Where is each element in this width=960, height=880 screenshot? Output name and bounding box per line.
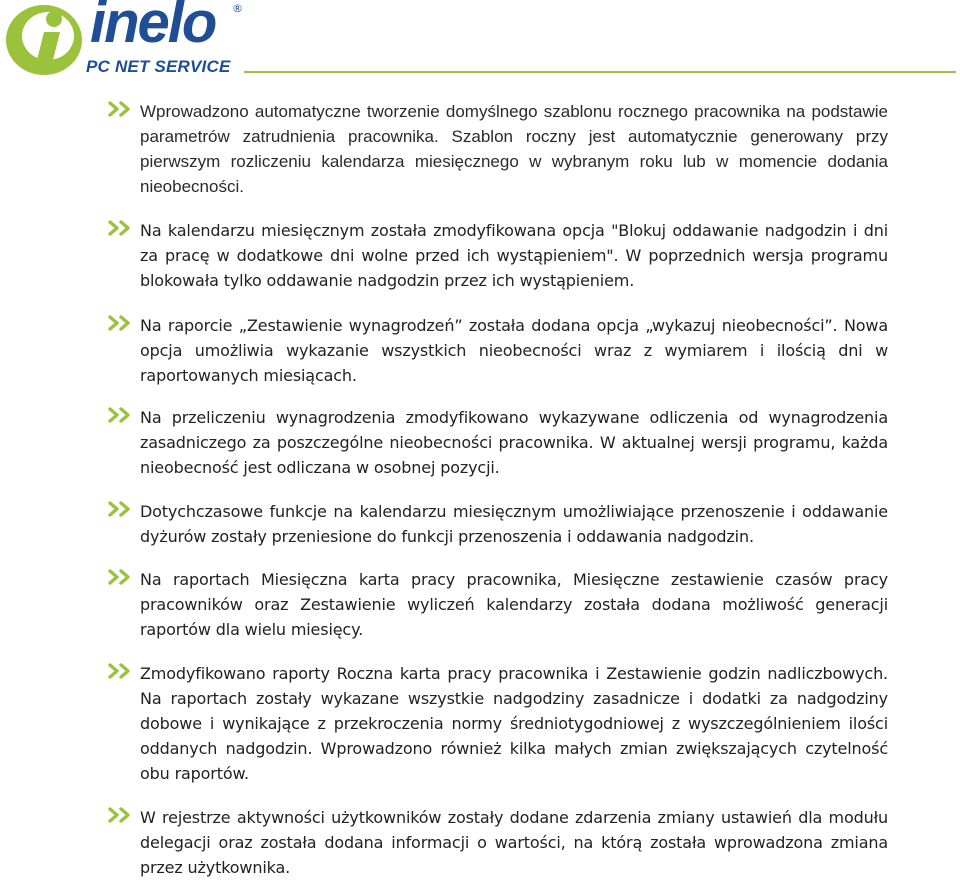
list-item-text: Zmodyfikowano raporty Roczna karta pracy pracownika i Zestawienie godzin nadliczbowych. Na raportach zostały wykazane wszystkie nadgodziny zasadnicze i dodatki za nadgodziny dobowe i wynikające z przekroczenia normy średniotygodniowej z wyszczególnieniem ilości oddanych nadgodzin. Wprowadzono również kilka małych zmian zwiększających czytelność obu raportów. xyxy=(140,664,888,783)
list-item-text: Dotychczasowe funkcje na kalendarzu miesięcznym umożliwiające przenoszenie i oddawanie dyżurów zostały przeniesione do funkcji przenoszenia i oddawania nadgodzin. xyxy=(140,502,888,546)
double-chevron-icon xyxy=(108,101,134,117)
list-item-text: Na kalendarzu miesięcznym została zmodyfikowana opcja "Blokuj oddawanie nadgodzin i dni za pracę w dodatkowe dni wolne przed ich wystąpieniem". W poprzednich wersja programu blokowała tylko oddawanie nadgodzin przez ich wystąpieniem. xyxy=(140,221,888,290)
list-item-text: W rejestrze aktywności użytkowników zostały dodane zdarzenia zmiany ustawień dla modułu delegacji oraz została dodana informacji o wartości, na którą została wprowadzona zmiana przez użytkownika. xyxy=(140,808,888,877)
double-chevron-icon xyxy=(108,315,134,331)
inelo-logo xyxy=(4,2,244,76)
registered-mark: ® xyxy=(232,2,243,15)
brand-name: inelo xyxy=(90,0,216,55)
brand-tagline: PC NET SERVICE xyxy=(86,57,231,76)
double-chevron-icon xyxy=(108,807,134,823)
double-chevron-icon xyxy=(108,501,134,517)
double-chevron-icon xyxy=(108,407,134,423)
page-header xyxy=(0,0,960,80)
logo-i-mark-icon xyxy=(4,2,88,76)
header-divider xyxy=(244,71,956,73)
list-item-text: Na przeliczeniu wynagrodzenia zmodyfikowano wykazywane odliczenia od wynagrodzenia zasadniczego za poszczególne nieobecności pracownika. W aktualnej wersji programu, każda nieobecność jest odliczana w osobnej pozycji. xyxy=(140,408,888,477)
list-item-text: Na raportach Miesięczna karta pracy pracownika, Miesięczne zestawienie czasów pracy pracowników oraz Zestawienie wyliczeń kalendarzy została dodana możliwość generacji raportów dla wielu miesięcy. xyxy=(140,570,888,639)
double-chevron-icon xyxy=(108,569,134,585)
list-item-text: Wprowadzono automatyczne tworzenie domyślnego szablonu rocznego pracownika na podstawie parametrów zatrudnienia pracownika. Szablon roczny jest automatycznie generowany przy pierwszym rozliczeniu kalendarza miesięcznego w wybranym roku lub w momencie dodania nieobecności. xyxy=(140,102,888,196)
double-chevron-icon xyxy=(108,220,134,236)
list-item-text: Na raporcie „Zestawienie wynagrodzeń” została dodana opcja „wykazuj nieobecności”. Nowa opcja umożliwia wykazanie wszystkich nieobecności wraz z wymiarem i ilością dni w raportowanych miesiącach. xyxy=(140,316,888,385)
double-chevron-icon xyxy=(108,663,134,679)
